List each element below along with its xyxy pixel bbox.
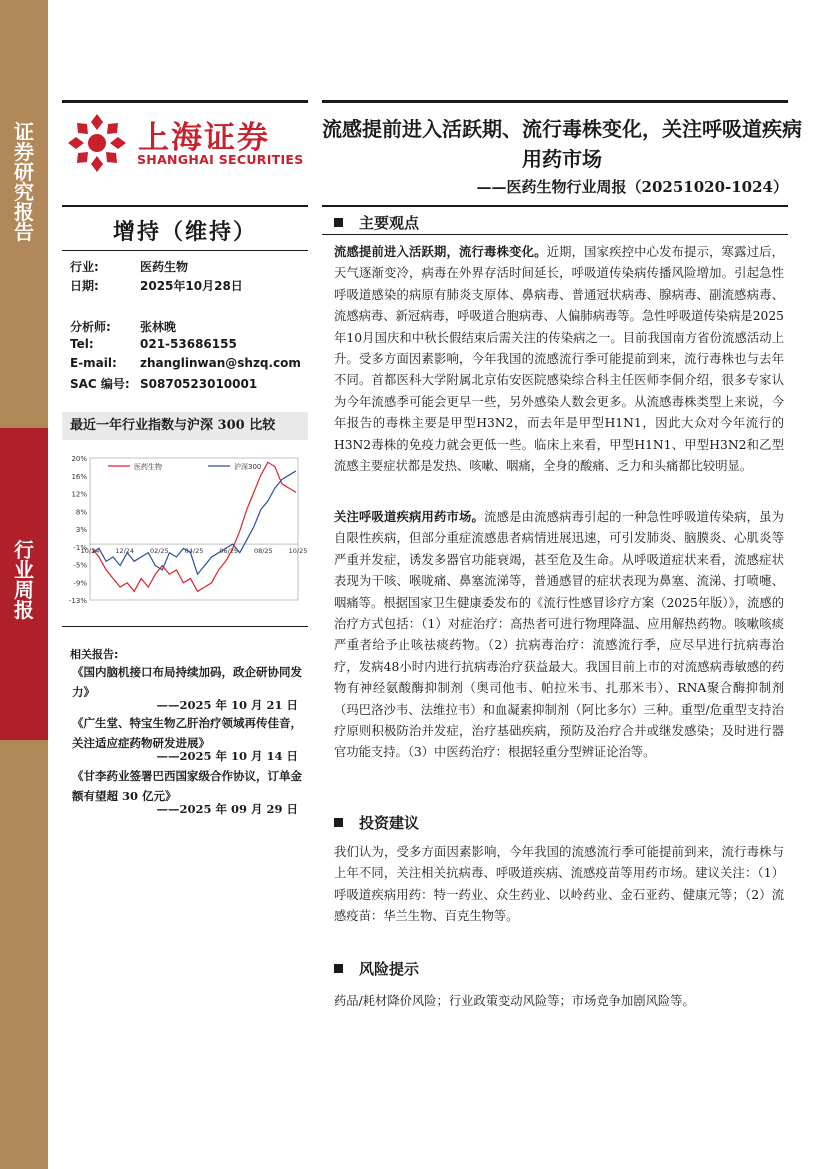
date-value: 2025年10月28日: [140, 279, 243, 293]
views-rule: [322, 234, 788, 235]
header-rule-bottom: [322, 205, 788, 207]
chart-title: 最近一年行业指数与沪深 300 比较: [62, 412, 308, 440]
chart-y-tick-label: 12%: [71, 490, 87, 499]
chart-y-tick-label: -5%: [73, 561, 87, 570]
bullet-square-icon: [334, 818, 343, 827]
report-title: 流感提前进入活跃期、流行毒株变化，关注呼吸道疾病用药市场: [322, 117, 802, 171]
paragraph-1-lead: 流感提前进入活跃期，流行毒株变化。: [334, 244, 547, 259]
main-views-heading: 主要观点: [334, 212, 419, 233]
analyst-row: [70, 318, 176, 335]
rating-rule-bottom: [62, 250, 308, 251]
risk-warning-heading: 风险提示: [334, 958, 419, 979]
chart-series-line: [92, 462, 296, 591]
related-report-2-date: ——2025 年 10 月 14 日: [156, 749, 298, 763]
related-report-2-title[interactable]: 《广生堂、特宝生物乙肝治疗领域再传佳音，关注适应症药物研发进展》: [72, 716, 302, 750]
sac-label: SAC 编号:: [70, 377, 130, 391]
email-label: E-mail:: [70, 356, 117, 370]
paragraph-1-body: 近期，国家疾控中心发布提示，寒露过后，天气逐渐变冷，病毒在外界存活时间延长，呼吸道传染病传播风险增加。引起急性呼吸道感染的病原有肺炎支原体、鼻病毒、普通冠状病毒、腺病毒、副流感病毒、流感病毒、新冠病毒，呼吸道合胞病毒、人偏肺病毒等。急性呼吸道传染病是2025年10月国庆和中秋长假结束后需关注的传染病之一。目前我国南方省份流感活动上升。受多方面因素影响，今年我国的流感流行季可能提前到来，流行毒株也与去年不同。首都医科大学附属北京佑安医院感染综合科主任医师李侗介绍，很多专家认为今年流感季可能会更早一些，另外感染人数会更多。从流感毒株类型上来说，今年报告的毒株主要是甲型H3N2，而去年是甲型H1N1，因此大众对今年流行的H3N2毒株的免疫力就会更低一些。临床上来看，甲型H1N1、甲型H3N2和乙型流感主要症状都是发热、咳嗽、咽痛，全身的酸痛、乏力和头痛都比较明显。: [334, 245, 784, 474]
chart-series-line: [92, 471, 296, 574]
chart-x-tick-label: 06/25: [219, 547, 239, 556]
tel-label: Tel:: [70, 337, 94, 351]
related-reports-heading: 相关报告:: [70, 648, 119, 661]
paragraph-2-lead: 关注呼吸道疾病用药市场。: [334, 509, 485, 524]
tel-value: 021-53686155: [140, 337, 237, 351]
top-rule-right: [322, 100, 788, 103]
industry-value: 医药生物: [140, 260, 189, 274]
date-row: [70, 277, 243, 294]
bullet-square-icon: [334, 964, 343, 973]
related-report-1-title[interactable]: 《国内脑机接口布局持续加码，政企研协同发力》: [72, 665, 302, 699]
chart-y-tick-label: 3%: [75, 526, 87, 534]
shanghai-securities-logo-icon: [66, 112, 128, 174]
chart-x-tick-label: 02/25: [149, 547, 169, 556]
sidebar-report-type: 证券研究报告: [14, 120, 34, 244]
industry-row: [70, 258, 188, 275]
email-row: [70, 356, 301, 370]
analyst-label: 分析师:: [70, 320, 111, 334]
chart-x-tick-label: 10/25: [288, 547, 308, 556]
tel-row: [70, 337, 237, 351]
chart-plot-frame: [90, 458, 298, 600]
sac-row: [70, 375, 257, 392]
chart-y-tick-label: -13%: [68, 597, 87, 605]
chart-y-tick-label: 8%: [75, 508, 87, 517]
main-view-paragraph-1: [334, 241, 784, 477]
chart-y-tick-label: 16%: [71, 472, 87, 481]
chart-y-tick-label: 20%: [71, 455, 87, 463]
chart-legend-label: 沪深300: [234, 463, 262, 471]
brand-name-en: SHANGHAI SECURITIES: [137, 152, 304, 167]
related-report-1-date: ——2025 年 10 月 21 日: [156, 698, 298, 712]
chart-rule-bottom: [62, 626, 308, 627]
paragraph-2-body: 流感是由流感病毒引起的一种急性呼吸道传染病，虽为自限性疾病，但部分重症流感患者病情进展迅速，可引发肺炎、脑膜炎、心肌炎等严重并发症，诱发多器官功能衰竭，甚至危及生命。从呼吸道症状来看，流感症状表现为干咳、喉咙痛、鼻塞流涕等，普通感冒的症状表现为鼻塞、流涕、打喷嚏、咽痛等。根据国家卫生健康委发布的《流行性感冒诊疗方案（2025年版）》，流感的治疗方式包括：（1）对症治疗：高热者可进行物理降温、应用解热药物。咳嗽咳痰严重者给予止咳祛痰药物。（2）抗病毒治疗：流感流行季，应尽早进行抗病毒治疗，发病48小时内进行抗病毒治疗获益最大。我国目前上市的对流感病毒敏感的药物有神经氨酸酶抑制剂（奥司他韦、帕拉米韦、扎那米韦）、RNA聚合酶抑制剂（玛巴洛沙韦、法维拉韦）和血凝素抑制剂（阿比多尔）三种。重型/危重型支持治疗原则积极防治并发症，治疗基础疾病，预防及治疗合并或继发感染；及时进行器官功能支持。（3）中医药治疗：根据轻重分型辨证论治等。: [334, 510, 784, 760]
brand-name-cn: 上海证券: [138, 120, 270, 156]
date-label: 日期:: [70, 279, 99, 293]
analyst-value: 张林晚: [140, 320, 177, 334]
email-value[interactable]: zhanglinwan@shzq.com: [140, 356, 301, 370]
investment-rating: 增持（维持）: [112, 219, 257, 245]
top-rule-left: [62, 100, 308, 103]
index-comparison-chart: [62, 444, 308, 616]
chart-x-tick-label: 10/24: [80, 547, 100, 556]
main-view-paragraph-2: [334, 506, 784, 764]
chart-legend-label: 医药生物: [134, 463, 162, 471]
chart-x-tick-label: 12/24: [115, 547, 135, 556]
sidebar-report-category: 行业周报: [14, 538, 34, 622]
related-report-3-title[interactable]: 《甘李药业签署巴西国家级合作协议，订单金额有望超 30 亿元》: [72, 769, 302, 803]
investment-advice-heading: 投资建议: [334, 812, 419, 833]
industry-label: 行业:: [70, 260, 99, 274]
sac-value: S0870523010001: [140, 377, 258, 391]
related-report-3-date: ——2025 年 09 月 29 日: [156, 802, 298, 816]
chart-x-tick-label: 08/25: [253, 547, 273, 556]
chart-y-tick-label: -9%: [73, 579, 87, 588]
bullet-square-icon: [334, 218, 343, 227]
rating-rule-top: [62, 205, 308, 207]
investment-advice-paragraph: 我们认为，受多方面因素影响，今年我国的流感流行季可能提前到来，流行毒株与上年不同，关注相关抗病毒、呼吸道疾病、流感疫苗等用药市场。建议关注：（1）呼吸道疾病用药：特一药业、众生药业、以岭药业、金石亚药、健康元等；（2）流感疫苗：华兰生物、百克生物等。: [334, 845, 784, 924]
report-subtitle: ——医药生物行业周报（20251020-1024）: [476, 178, 788, 196]
chart-y-tick-label: -1%: [73, 543, 87, 552]
chart-x-tick-label: 04/25: [184, 547, 204, 556]
risk-warning-paragraph: 药品/耗材降价风险；行业政策变动风险等；市场竞争加剧风险等。: [334, 994, 695, 1008]
